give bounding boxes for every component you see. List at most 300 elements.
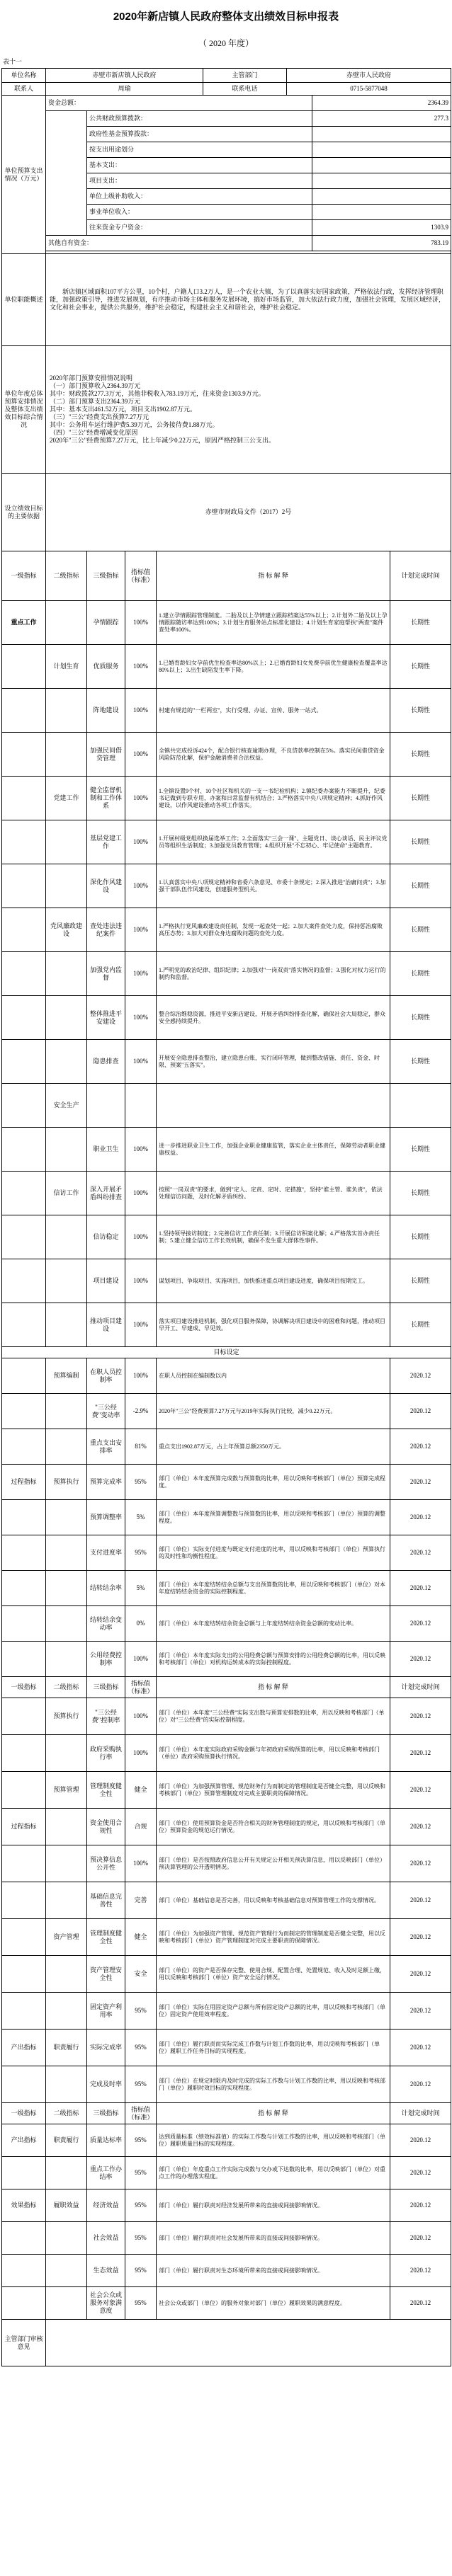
row-level2 [46, 1215, 87, 1259]
row-level3: 健全监督机制和工作体系 [87, 777, 125, 820]
row-level3: 公用经费控制率 [87, 1642, 125, 1677]
row-level2: 信访工作 [46, 1172, 87, 1215]
hdr-l1: 一级指标 [2, 2103, 46, 2124]
row-level2 [46, 1259, 87, 1303]
row-time: 长期性 [390, 864, 451, 908]
row-level3: 完成及时率 [87, 2066, 125, 2103]
row-level1 [2, 1040, 46, 1084]
row-value: 100% [125, 1215, 157, 1259]
table-row [2, 2287, 451, 2320]
row-description: 部门（单位）的资产是否保存完整、使用合规、配置合理、处置规范、收入及时足额上缴，用以反映和考核部门（单位）资产安全运行情况。 [157, 1956, 390, 1993]
row-level2: 计划生育 [46, 645, 87, 689]
table-row [2, 777, 451, 820]
row-time: 2020.12 [390, 2255, 451, 2287]
row-level3: 生态效益 [87, 2255, 125, 2287]
row-value: 100% [125, 1735, 157, 1772]
row-value: 100% [125, 1040, 157, 1084]
table-row [2, 1535, 451, 1571]
row-description: 重点支出1902.87万元，占上年预算总额2350万元。 [157, 1429, 390, 1465]
row-description: 社会公众或部门（单位）的服务对象对部门（单位）履职效果的满意程度。 [157, 2287, 390, 2320]
perf-h-l1: 一级指标 [2, 551, 46, 601]
row-level2 [46, 1642, 87, 1677]
row-time: 2020.12 [390, 1735, 451, 1772]
row-value: 100% [125, 1259, 157, 1303]
row-time: 2020.12 [390, 2222, 451, 2255]
row-level1 [2, 645, 46, 689]
project-label: 项目支出： [87, 173, 312, 189]
table-row [2, 1993, 451, 2030]
row-value: 95% [125, 2189, 157, 2222]
row-time: 长期性 [390, 1259, 451, 1303]
row-time: 长期性 [390, 601, 451, 645]
row-value: 81% [125, 1429, 157, 1465]
eff-header-row [2, 2103, 451, 2124]
table-row [2, 1735, 451, 1772]
table-row [2, 952, 451, 996]
hdr-desc: 指 标 解 释 [157, 2103, 390, 2124]
row-value: 100% [125, 645, 157, 689]
row-value: 95% [125, 2030, 157, 2066]
row-time: 长期性 [390, 1172, 451, 1215]
table-row [2, 1606, 451, 1642]
total-label: 资金总额： [46, 96, 312, 111]
row-level1: 过程指标 [2, 1465, 46, 1500]
row-time: 2020.12 [390, 1772, 451, 1809]
row-level3: 管理制度健全性 [87, 1919, 125, 1956]
row-level1 [2, 1735, 46, 1772]
row-level3: "三公经费"控制率 [87, 1698, 125, 1735]
row-level1 [2, 1500, 46, 1535]
row-level1: 过程指标 [2, 1809, 46, 1845]
row-value: 100% [125, 777, 157, 820]
row-level3: 信访稳定 [87, 1215, 125, 1259]
row-value: 95% [125, 2287, 157, 2320]
row-level2 [46, 601, 87, 645]
basic-label: 基本支出： [87, 158, 312, 173]
row-level2 [46, 2157, 87, 2189]
row-description: 在职人员控制在编制数以内 [157, 1358, 390, 1394]
row-level2 [46, 1128, 87, 1172]
hdr-l2: 二级指标 [46, 2103, 87, 2124]
row-level2 [46, 996, 87, 1040]
row-level3: 阵地建设 [87, 689, 125, 733]
table-row [2, 1040, 451, 1084]
row-level2 [46, 864, 87, 908]
row-time: 2020.12 [390, 1809, 451, 1845]
hdr-time: 计划完成时间 [390, 1677, 451, 1698]
hdr-val: 指标值（标准） [125, 2103, 157, 2124]
row-description: 村建有规范的"一栏两室"，实行受理、办证、宣传、服务一站式。 [157, 689, 390, 733]
row-description: 部门（单位）履行职责而实际完成工作数与计划工作数的比率，用以反映和考核部门（单位）履职工作任务目标的实现程度。 [157, 2030, 390, 2066]
table-label: 表十一 [3, 58, 23, 65]
row-value: 95% [125, 1465, 157, 1500]
row-time: 长期性 [390, 689, 451, 733]
row-description: 部门（单位）是否按照政府信息公开有关规定公开相关预决算信息，用以反映部门（单位）预决算管理的公开透明情况。 [157, 1845, 390, 1882]
row-level3: 加强党内监督 [87, 952, 125, 996]
row-time: 2020.12 [390, 1500, 451, 1535]
row-time: 2020.12 [390, 1698, 451, 1735]
row-value: 100% [125, 820, 157, 864]
row-level1 [2, 1259, 46, 1303]
row-level3: 加强民间借贷管理 [87, 733, 125, 777]
row-level2 [46, 1429, 87, 1465]
row-time: 2020.12 [390, 1845, 451, 1882]
row-level3: 预决算信息公开性 [87, 1845, 125, 1882]
gov-fund-label: 政府性基金预算拨款： [87, 127, 312, 142]
public-value: 277.3 [312, 111, 451, 127]
contact-value: 周瑜 [46, 83, 203, 96]
row-time: 2020.12 [390, 2287, 451, 2320]
row-value: 5% [125, 1571, 157, 1606]
row-value: 100% [125, 1845, 157, 1882]
row-time: 2020.12 [390, 1535, 451, 1571]
row-level1 [2, 1535, 46, 1571]
basis-label: 设立绩效目标的主要依据 [2, 474, 46, 551]
table-row [2, 1358, 451, 1394]
row-level1 [2, 1215, 46, 1259]
row-value: 100% [125, 1642, 157, 1677]
row-level1 [2, 952, 46, 996]
row-level1 [2, 1845, 46, 1882]
row-time: 2020.12 [390, 2066, 451, 2103]
row-description: 部门（单位）使用预算资金是否符合相关的财务管理制度的规定，用以反映和考核部门（单位）预算资金的规范运行情况。 [157, 1809, 390, 1845]
row-level2 [46, 1845, 87, 1882]
row-description: 部门（单位）本年度预算调整数与预算数的比率，用以反映和考核部门（单位）预算的调整程度。 [157, 1500, 390, 1535]
row-value: 0% [125, 1606, 157, 1642]
row-value: 95% [125, 2255, 157, 2287]
row-level3: 优质服务 [87, 645, 125, 689]
perf-h-desc: 指 标 解 释 [157, 551, 390, 601]
row-time: 长期性 [390, 996, 451, 1040]
row-level3: 重点工作办结率 [87, 2157, 125, 2189]
row-level2 [46, 733, 87, 777]
row-level1 [2, 2157, 46, 2189]
row-time: 2020.12 [390, 1429, 451, 1465]
row-description: 1.全镇设置9个村、10个社区和机关的一支一书纪检机构；2.镇纪委办案能力不断提升，纪委书记做到专职专用，办案和日常监督有机结合；3.严格落实中央八项规定精神；4.抓好作风建设，以作风建设推动各项工作落实。 [157, 777, 390, 820]
row-level2: 党风廉政建设 [46, 908, 87, 952]
table-row [2, 733, 451, 777]
row-time: 长期性 [390, 1303, 451, 1347]
table-row [2, 601, 451, 645]
table-row [2, 2222, 451, 2255]
row-time: 长期性 [390, 645, 451, 689]
row-level2 [46, 1956, 87, 1993]
hdr-time: 计划完成时间 [390, 2103, 451, 2124]
row-level1 [2, 1571, 46, 1606]
row-level2 [46, 2222, 87, 2255]
application-table [1, 68, 451, 2366]
row-level3: 项目建设 [87, 1259, 125, 1303]
row-level2: 预算编制 [46, 1358, 87, 1394]
budget-label: 单位预算支出情况（万元） [2, 96, 46, 254]
row-value: 合规 [125, 1809, 157, 1845]
row-level1 [2, 864, 46, 908]
row-level2 [46, 1606, 87, 1642]
row-description: 部门（单位）在规定时限内及时完成的实际工作数与计划工作数的比率，用以反映和考核部门（单位）履职时效目标的实现程度。 [157, 2066, 390, 2103]
transfer-value: 1303.9 [312, 220, 451, 236]
row-level1 [2, 2287, 46, 2320]
row-level1 [2, 1698, 46, 1735]
contact-label: 联系人 [2, 83, 46, 96]
row-description: 部门（单位）履行职责对社会发展所带来的直接或间接影响情况。 [157, 2222, 390, 2255]
row-value: 100% [125, 952, 157, 996]
row-level2 [46, 2287, 87, 2320]
row-level2: 预算管理 [46, 1772, 87, 1809]
row-level3: 基层党建工作 [87, 820, 125, 864]
row-level2 [46, 1500, 87, 1535]
row-level2 [46, 952, 87, 996]
row-level3: 重点支出安排率 [87, 1429, 125, 1465]
phone-value: 0715-5877048 [287, 83, 451, 96]
row-level2: 预算执行 [46, 1465, 87, 1500]
unit-name-label: 单位名称 [2, 69, 46, 83]
row-value: 健全 [125, 1919, 157, 1956]
row-description: 部门（单位）本年度结转结余总额与支出预算数的比率，用以反映和考核部门（单位）对本年度结转结余资金的实际控制程度。 [157, 1571, 390, 1606]
table-row [2, 820, 451, 864]
other-value: 783.19 [312, 236, 451, 251]
row-level2: 党建工作 [46, 777, 87, 820]
row-level1 [2, 1429, 46, 1465]
row-level2 [46, 1809, 87, 1845]
table-row [2, 1215, 451, 1259]
row-level1 [2, 2255, 46, 2287]
row-time: 2020.12 [390, 1571, 451, 1606]
row-level1 [2, 820, 46, 864]
dept-value: 赤壁市人民政府 [287, 69, 451, 83]
row-time: 长期性 [390, 777, 451, 820]
transfer-label: 往来资金专户资金： [87, 220, 312, 236]
row-description: 1.建立孕情跟踪管理制度。二胎及以上孕情建立跟踪档案达55%以上；2.计划外二胎及以上孕情跟踪随访率达到100%；3.计划生育服务站点标准化建设；4.计划生育家庭帮扶"两查"案件查处率100%。 [157, 601, 390, 645]
row-value: 100% [125, 601, 157, 645]
row-level3: 固定资产利用率 [87, 1993, 125, 2030]
table-row [2, 996, 451, 1040]
row-level1 [2, 2222, 46, 2255]
table-row [2, 1809, 451, 1845]
row-time: 2020.12 [390, 1956, 451, 1993]
row-level1 [2, 1919, 46, 1956]
row-time: 2020.12 [390, 2030, 451, 2066]
row-description: 部门（单位）本年度"三公经费"实际支出数与预算安排数的比率，用以反映和考核部门（单位）对"三公经费"的实际控制程度。 [157, 1698, 390, 1735]
hdr-l2: 二级指标 [46, 1677, 87, 1698]
row-time: 2020.12 [390, 1993, 451, 2030]
row-level3: 结转结余率 [87, 1571, 125, 1606]
row-value: 95% [125, 2066, 157, 2103]
row-level3: 深化作风建设 [87, 864, 125, 908]
perf-header-row [2, 551, 451, 601]
hdr-val: 指标值（标准） [125, 1677, 157, 1698]
table-row [2, 1919, 451, 1956]
row-description: 1.严明党的政治纪律、组织纪律；2.加强对"一岗双责"落实情况的监督；3.强化对权力运行的制约和监督。 [157, 952, 390, 996]
hdr-l1: 一级指标 [2, 1677, 46, 1698]
basis-text: 赤壁市财政局文件（2017）2号 [46, 474, 451, 551]
row-level3: 质量达标率 [87, 2124, 125, 2157]
row-level1 [2, 1394, 46, 1429]
row-description: 1.认真落实中央八项规定精神和省委六条意见、市委十条规定；2.深入推进"治庸问责"；3.加强干部队伍作风建设，创建服务型机关。 [157, 864, 390, 908]
table-row [2, 689, 451, 733]
table-row [2, 2157, 451, 2189]
table-row [2, 1429, 451, 1465]
row-level3: 深入开展矛盾纠纷排查 [87, 1172, 125, 1215]
mgmt-header-row [2, 1677, 451, 1698]
row-description: 部门（单位）基础信息是否完善，用以反映和考核基础信息对预算管理工作的支撑情况。 [157, 1882, 390, 1919]
row-value: 100% [125, 864, 157, 908]
row-level3: 预算完成率 [87, 1465, 125, 1500]
row-level3: 预算调整率 [87, 1500, 125, 1535]
review-row [2, 2320, 451, 2366]
row-level2 [46, 2066, 87, 2103]
table-row [2, 2255, 451, 2287]
row-description: 落实项目建设推进机制，强化项目服务保障，协调解决项目建设中的困难和问题，推动项目早开工、早建成、早见效。 [157, 1303, 390, 1347]
row-description: 部门（单位）本年度结转结余资金总额与上年度结转结余资金总额的变动比率。 [157, 1606, 390, 1642]
row-description: 1.已婚育龄妇女孕前优生检查率达80%以上；2.已婚育龄妇女免费孕前优生健康检查覆盖率达80%以上；3.出生缺陷发生率下降。 [157, 645, 390, 689]
row-description: 部门（单位）履行职责对经济发展所带来的直接或间接影响情况。 [157, 2189, 390, 2222]
row-value: 100% [125, 1303, 157, 1347]
row-description: 1.坚持领导接访制度；2.完善信访工作责任制；3.开展信访积案化解；4.严格落实首办责任制；5.建立健全信访工作长效机制，确保不发生重大群体性事件。 [157, 1215, 390, 1259]
row-time: 2020.12 [390, 1358, 451, 1394]
row-level1 [2, 689, 46, 733]
page-year: （ 2020 年度） [198, 38, 254, 48]
row-time: 长期性 [390, 1040, 451, 1084]
row-value: 95% [125, 2124, 157, 2157]
row-level3: 社会公众或服务对象满意度 [87, 2287, 125, 2320]
row-description: 部门（单位）本年度实际支出的公用经费总额与预算安排的公用经费总额的比率，用以反映和考核部门（单位）对机构运转成本的实际控制程度。 [157, 1642, 390, 1677]
row-time: 长期性 [390, 820, 451, 864]
row-description: 部门（单位）本年度实际政府采购金额与年初政府采购预算的比率，用以反映和考核部门（单位）政府采购预算执行情况。 [157, 1735, 390, 1772]
row-level1 [2, 1882, 46, 1919]
row-level2 [46, 1040, 87, 1084]
row-value: -2.9% [125, 1394, 157, 1429]
table-row [2, 1956, 451, 1993]
row-description: 按照"一岗双责"的要求，做到"定人、定责、定时、定措施"，坚持"谁主管、谁负责"，依法处理信访问题，及时化解矛盾纠纷。 [157, 1172, 390, 1215]
row-time: 长期性 [390, 952, 451, 996]
row-time: 2020.12 [390, 1606, 451, 1642]
table-row [2, 2189, 451, 2222]
row-value: 95% [125, 1993, 157, 2030]
row-level3: 实际完成率 [87, 2030, 125, 2066]
row-level2 [46, 2255, 87, 2287]
row-time: 2020.12 [390, 1465, 451, 1500]
table-row [2, 1347, 451, 1358]
row-level2 [46, 1394, 87, 1429]
row-level1 [2, 1606, 46, 1642]
row-description: 1.严格执行党风廉政建设责任制，发现一起查处一起；2.加大案件查处力度，保持惩治腐败高压态势；3.加大对群众身边腐败问题的查处力度。 [157, 908, 390, 952]
row-level3 [87, 1084, 125, 1128]
budget-desc-text: 2020年部门预算安排情况说明 （一）部门预算收入2364.39万元 其中：财政拨款277.3万元，其他非税收入783.19万元，往来资金1303.9万元。 （二）部门预算支出2364.39万元 其中：基本支出461.52万元，项目支出1902.87万元。 （三）"三公"经费支出预算7.27万元 其中：公务用车运行维护费5.39万元，公务接待费1.88万元。 （四）"三公"经费增减变化原因 2020年"三公"经费预算7.27万元，比上年减少0.22万元，原因严格控制三公支出。 [46, 346, 451, 474]
budget-desc-label: 单位年度总体预算安排情况及整体支出绩效目标综合情况 [2, 346, 46, 474]
row-description: 部门（单位）实际在用固定资产总额与所有固定资产总额的比率，用以反映和考核部门（单位）固定资产使用效率程度。 [157, 1993, 390, 2030]
row-time: 2020.12 [390, 1394, 451, 1429]
row-level1: 重点工作 [2, 601, 46, 645]
row-value: 95% [125, 2222, 157, 2255]
row-level1 [2, 1084, 46, 1128]
table-row [2, 2124, 451, 2157]
table-row [2, 1500, 451, 1535]
row-description: 开展安全隐患排查整治，建立隐患台账，实行闭环管理，做到整改措施、责任、资金、时限、预案"五落实"。 [157, 1040, 390, 1084]
row-level1 [2, 1358, 46, 1394]
table-row [2, 1394, 451, 1429]
table-row [2, 645, 451, 689]
row-time [390, 1084, 451, 1128]
row-level3: 社会效益 [87, 2222, 125, 2255]
table-row [2, 1772, 451, 1809]
row-value [125, 1084, 157, 1128]
row-level2: 预算执行 [46, 1698, 87, 1735]
row-level2 [46, 820, 87, 864]
row-description: 进一步推进职业卫生工作，加强企业职业健康监管，落实企业主体责任，保障劳动者职业健康权益。 [157, 1128, 390, 1172]
other-label: 其他自有资金： [46, 236, 312, 251]
row-level2 [46, 1303, 87, 1347]
row-level1 [2, 1772, 46, 1809]
row-description: 2020年"三公"经费预算7.27万元与2019年实际执行比较，减少0.22万元。 [157, 1394, 390, 1429]
dept-label: 主管部门 [203, 69, 287, 83]
group-level2: 目标设定 [2, 1347, 451, 1358]
table-row [2, 1303, 451, 1347]
row-level1 [2, 1128, 46, 1172]
table-row [2, 2066, 451, 2103]
row-description: 部门（单位）年度重点工作实际完成数与交办或下达数的比率，用以反映部门（单位）对重点工作的办理落实程度。 [157, 2157, 390, 2189]
row-description: 全镇共完成投诉424个，配合银行核查逾期办理，不良贷款率控制在5%。落实民间借贷资金风险防范化解，保护金融消费者合法权益。 [157, 733, 390, 777]
table-row [2, 1084, 451, 1128]
by-purpose: 按支出用途划分 [87, 142, 312, 158]
row-level3: 资产管理安全性 [87, 1956, 125, 1993]
row-value: 健全 [125, 1772, 157, 1809]
row-level3: 职业卫生 [87, 1128, 125, 1172]
perf-h-l2: 二级指标 [46, 551, 87, 601]
perf-h-l3: 三级指标 [87, 551, 125, 601]
row-level3: 查处违法违纪案件 [87, 908, 125, 952]
row-level1 [2, 1993, 46, 2030]
row-description: 谋划项目、争取项目、实施项目，加快推进重点项目建设进度，确保项目按期完工。 [157, 1259, 390, 1303]
perf-h-time: 计划完成时间 [390, 551, 451, 601]
hdr-l3: 三级指标 [87, 2103, 125, 2124]
row-time: 2020.12 [390, 2124, 451, 2157]
row-level3: 政府采购执行率 [87, 1735, 125, 1772]
row-level2: 职责履行 [46, 2030, 87, 2066]
unit-name-value: 赤壁市新店镇人民政府 [46, 69, 203, 83]
table-row [2, 1642, 451, 1677]
row-description: 部门（单位）本年度预算完成数与预算数的比率，用以反映和考核部门（单位）预算完成程度。 [157, 1465, 390, 1500]
public-label: 公共财政预算拨款： [87, 111, 312, 127]
hdr-desc: 指 标 解 释 [157, 1677, 390, 1698]
row-level2 [46, 1882, 87, 1919]
row-time: 2020.12 [390, 2157, 451, 2189]
row-time: 长期性 [390, 908, 451, 952]
row-level1 [2, 777, 46, 820]
row-level3: 资金使用合规性 [87, 1809, 125, 1845]
row-value: 安全 [125, 1956, 157, 1993]
table-row [2, 1571, 451, 1606]
row-level1 [2, 996, 46, 1040]
table-row [2, 908, 451, 952]
row-value: 95% [125, 2157, 157, 2189]
perf-h-val: 指标值（标准） [125, 551, 157, 601]
phone-label: 联系电话 [203, 83, 287, 96]
row-description [157, 1084, 390, 1128]
row-level3: 基础信息完善性 [87, 1882, 125, 1919]
row-value: 100% [125, 1128, 157, 1172]
row-level2: 资产管理 [46, 1919, 87, 1956]
review-label: 主管部门审核意见 [2, 2320, 46, 2366]
row-value: 100% [125, 908, 157, 952]
row-level3: 结转结余变动率 [87, 1606, 125, 1642]
duty-label: 单位职能概述 [2, 254, 46, 346]
row-level3: 孕情跟踪 [87, 601, 125, 645]
row-time: 2020.12 [390, 1642, 451, 1677]
row-level1: 效果指标 [2, 2189, 46, 2222]
table-row [2, 1465, 451, 1500]
row-level1: 产出指标 [2, 2124, 46, 2157]
row-description: 达到质量标准（绩效标准值）的实际工作数与计划工作数的比率，用以反映和考核部门（单位）履职质量目标的实现程度。 [157, 2124, 390, 2157]
